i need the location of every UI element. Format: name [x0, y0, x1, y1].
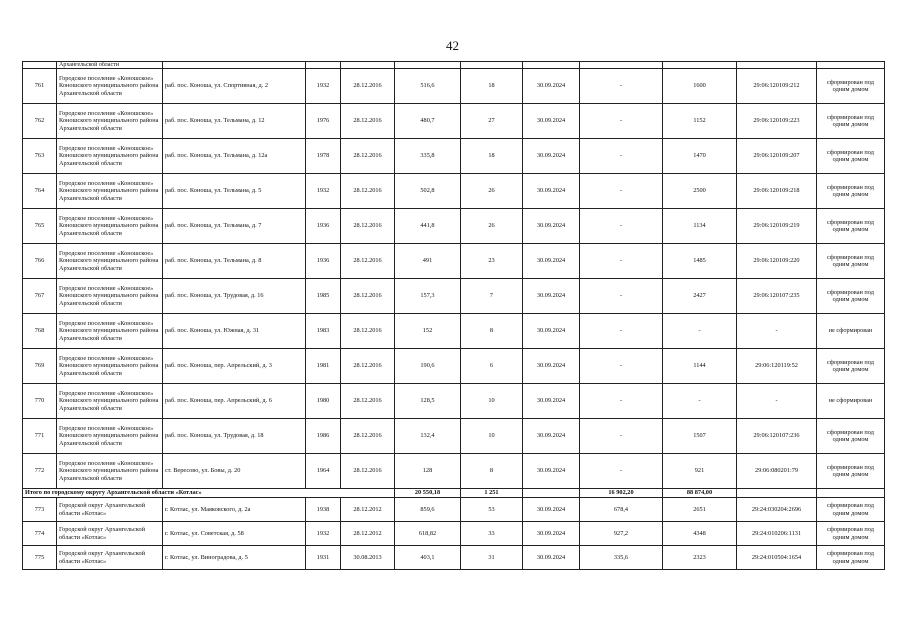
- table-row: [23, 419, 885, 454]
- cell-deadline: 30.09.2024: [523, 209, 580, 244]
- cell-year: 1932: [306, 69, 341, 104]
- cell-date: 28.12.2016: [341, 244, 395, 279]
- cell-land: 1134: [663, 209, 737, 244]
- cell-land: -: [663, 384, 737, 419]
- cell-num: 763: [23, 139, 57, 174]
- cell-cadastral: 29:06:120107:236: [737, 419, 817, 454]
- cell-area2: -: [580, 244, 663, 279]
- cell-cadastral: 29:06:120109:212: [737, 69, 817, 104]
- cell-cadastral: -: [737, 384, 817, 419]
- cell-address: раб. пос. Коноша, ул. Южная, д. 31: [163, 314, 306, 349]
- cell-area: 128: [395, 454, 461, 489]
- cell-area: 480,7: [395, 104, 461, 139]
- cell-num: 766: [23, 244, 57, 279]
- cell-area2: -: [580, 139, 663, 174]
- cell-num: 762: [23, 104, 57, 139]
- cell-land: 1152: [663, 104, 737, 139]
- cell-status: не сформирован: [817, 314, 885, 349]
- cell-residents: 10: [461, 384, 523, 419]
- cell-residents: 26: [461, 209, 523, 244]
- cell-year: 1932: [306, 522, 341, 546]
- cell-municipality: Городское поселение «Коношское» Коношского муниципального района Архангельской области: [57, 69, 163, 104]
- cell-date: 28.12.2012: [341, 522, 395, 546]
- cell-deadline: 30.09.2024: [523, 314, 580, 349]
- total-row: [23, 489, 885, 498]
- cell-address: раб. пос. Коноша, ул. Тельмана, д. 7: [163, 209, 306, 244]
- cell-deadline: 30.09.2024: [523, 174, 580, 209]
- table-row: [23, 498, 885, 522]
- cell-municipality: Городское поселение «Коношское» Коношского муниципального района Архангельской области: [57, 174, 163, 209]
- cell-num: 772: [23, 454, 57, 489]
- cell-year: 1978: [306, 139, 341, 174]
- page-number: 42: [446, 38, 459, 53]
- cell-address: раб. пос. Коноша, ул. Трудовая, д. 18: [163, 419, 306, 454]
- cell-land: 2651: [663, 498, 737, 522]
- housing-register-table: [22, 61, 885, 570]
- cell-status: сформирован под одним домом: [817, 139, 885, 174]
- cell-land: 2500: [663, 174, 737, 209]
- cell-residents: 7: [461, 279, 523, 314]
- cell-deadline: 30.09.2024: [523, 546, 580, 570]
- cell-area: 152: [395, 314, 461, 349]
- cell-num: 764: [23, 174, 57, 209]
- cell-address: г. Котлас, ул. Советская, д. 58: [163, 522, 306, 546]
- total-empty: [737, 489, 817, 498]
- cell-area: 618,82: [395, 522, 461, 546]
- cell-area2: -: [580, 209, 663, 244]
- table-row: [23, 209, 885, 244]
- cell-cadastral: 29:06:080201:79: [737, 454, 817, 489]
- cell-deadline: 30.09.2024: [523, 139, 580, 174]
- cell-land: 2427: [663, 279, 737, 314]
- cell-residents: 33: [461, 522, 523, 546]
- cell-residents: 10: [461, 419, 523, 454]
- cell-cadastral: 29:06:120109:218: [737, 174, 817, 209]
- cell-status: сформирован под одним домом: [817, 69, 885, 104]
- cell-area2: -: [580, 349, 663, 384]
- cell-num: 773: [23, 498, 57, 522]
- table-row: [23, 104, 885, 139]
- cell-cadastral: -: [737, 314, 817, 349]
- total-area: 20 550,18: [395, 489, 461, 498]
- cell-num: 769: [23, 349, 57, 384]
- cell-residents: 31: [461, 546, 523, 570]
- cell-date: 28.12.2016: [341, 104, 395, 139]
- cell-area: 190,6: [395, 349, 461, 384]
- continuation-row: [23, 62, 885, 69]
- cell-address: раб. пос. Коноша, ул. Тельмана, д. 12а: [163, 139, 306, 174]
- cell-deadline: 30.09.2024: [523, 498, 580, 522]
- cell-status: сформирован под одним домом: [817, 209, 885, 244]
- cell-cadastral: 29:06:120107:235: [737, 279, 817, 314]
- cell-residents: 18: [461, 69, 523, 104]
- total-label: Итого по городскому округу Архангельской области «Котлас»: [23, 489, 395, 498]
- table-row: [23, 314, 885, 349]
- cell-status: сформирован под одним домом: [817, 522, 885, 546]
- cell-deadline: 30.09.2024: [523, 279, 580, 314]
- table-row: [23, 279, 885, 314]
- cell-area2: -: [580, 69, 663, 104]
- table-row: [23, 454, 885, 489]
- cell-municipality: Архангельской области: [57, 62, 163, 69]
- cell-year: 1931: [306, 546, 341, 570]
- total-empty: [817, 489, 885, 498]
- cell-address: г. Котлас, ул. Маяковского, д. 2а: [163, 498, 306, 522]
- cell-area: 441,8: [395, 209, 461, 244]
- cell-area: 491: [395, 244, 461, 279]
- cell-address: раб. пос. Коноша, ул. Тельмана, д. 8: [163, 244, 306, 279]
- cell-num: 765: [23, 209, 57, 244]
- total-area2: 16 902,20: [580, 489, 663, 498]
- cell-year: 1986: [306, 419, 341, 454]
- cell-deadline: 30.09.2024: [523, 244, 580, 279]
- cell-land: 1470: [663, 139, 737, 174]
- cell-status: не сформирован: [817, 384, 885, 419]
- cell-cadastral: 29:06:120119:52: [737, 349, 817, 384]
- cell-status: сформирован под одним домом: [817, 279, 885, 314]
- cell-deadline: 30.09.2024: [523, 384, 580, 419]
- cell-cadastral: 29:24:010504:1654: [737, 546, 817, 570]
- cell-land: 2323: [663, 546, 737, 570]
- cell-municipality: Городское поселение «Коношское» Коношского муниципального района Архангельской области: [57, 209, 163, 244]
- cell-date: 28.12.2016: [341, 419, 395, 454]
- cell-residents: 18: [461, 139, 523, 174]
- cell-area2: -: [580, 454, 663, 489]
- cell-area: 157,3: [395, 279, 461, 314]
- cell-municipality: Городское поселение «Коношское» Коношского муниципального района Архангельской области: [57, 139, 163, 174]
- cell-status: сформирован под одним домом: [817, 104, 885, 139]
- cell-land: 921: [663, 454, 737, 489]
- cell-area2: -: [580, 419, 663, 454]
- total-residents: 1 251: [461, 489, 523, 498]
- cell-municipality: Городской округ Архангельской области «Котлас»: [57, 522, 163, 546]
- cell-date: 28.12.2016: [341, 349, 395, 384]
- cell-municipality: Городское поселение «Коношское» Коношского муниципального района Архангельской области: [57, 454, 163, 489]
- total-empty: [523, 489, 580, 498]
- cell-residents: 27: [461, 104, 523, 139]
- cell-area2: 927,2: [580, 522, 663, 546]
- cell-date: 28.12.2016: [341, 279, 395, 314]
- cell-date: 30.08.2013: [341, 546, 395, 570]
- cell-cadastral: 29:06:120109:219: [737, 209, 817, 244]
- cell-num: 761: [23, 69, 57, 104]
- cell-address: раб. пос. Коноша, ул. Тельмана, д. 5: [163, 174, 306, 209]
- cell-area2: -: [580, 314, 663, 349]
- cell-land: 1144: [663, 349, 737, 384]
- cell-area: 403,1: [395, 546, 461, 570]
- cell-date: 28.12.2016: [341, 174, 395, 209]
- cell-deadline: 30.09.2024: [523, 522, 580, 546]
- cell-land: 1485: [663, 244, 737, 279]
- cell-year: 1964: [306, 454, 341, 489]
- cell-status: сформирован под одним домом: [817, 454, 885, 489]
- cell-deadline: 30.09.2024: [523, 419, 580, 454]
- cell-municipality: Городское поселение «Коношское» Коношского муниципального района Архангельской области: [57, 349, 163, 384]
- cell-municipality: Городское поселение «Коношское» Коношского муниципального района Архангельской области: [57, 279, 163, 314]
- table-row: [23, 244, 885, 279]
- cell-date: 28.12.2016: [341, 69, 395, 104]
- cell-area: 516,6: [395, 69, 461, 104]
- cell-num: 770: [23, 384, 57, 419]
- cell-date: 28.12.2016: [341, 209, 395, 244]
- cell-year: 1932: [306, 174, 341, 209]
- cell-address: раб. пос. Коноша, ул. Спортивная, д. 2: [163, 69, 306, 104]
- cell-cadastral: 29:06:120109:223: [737, 104, 817, 139]
- cell-year: 1981: [306, 349, 341, 384]
- table-row: [23, 69, 885, 104]
- cell-address: ст. Вересово, ул. Бовы, д. 20: [163, 454, 306, 489]
- cell-area: 859,6: [395, 498, 461, 522]
- table-row: [23, 139, 885, 174]
- cell-residents: 8: [461, 454, 523, 489]
- cell-year: 1983: [306, 314, 341, 349]
- cell-area: 132,4: [395, 419, 461, 454]
- cell-date: 28.12.2016: [341, 139, 395, 174]
- cell-residents: 23: [461, 244, 523, 279]
- cell-year: 1936: [306, 209, 341, 244]
- cell-status: сформирован под одним домом: [817, 546, 885, 570]
- cell-num: 768: [23, 314, 57, 349]
- cell-residents: 8: [461, 314, 523, 349]
- cell-area2: -: [580, 279, 663, 314]
- cell-date: 28.12.2016: [341, 314, 395, 349]
- cell-municipality: Городской округ Архангельской области «Котлас»: [57, 498, 163, 522]
- cell-address: раб. пос. Коноша, ул. Трудовая, д. 16: [163, 279, 306, 314]
- cell-area2: -: [580, 174, 663, 209]
- cell-address: раб. пос. Коноша, пер. Апрельский, д. 3: [163, 349, 306, 384]
- cell-date: 28.12.2016: [341, 384, 395, 419]
- cell-status: сформирован под одним домом: [817, 174, 885, 209]
- cell-area2: 335,6: [580, 546, 663, 570]
- cell-num: 775: [23, 546, 57, 570]
- table-row: [23, 546, 885, 570]
- cell-municipality: Городское поселение «Коношское» Коношского муниципального района Архангельской области: [57, 419, 163, 454]
- table-row: [23, 522, 885, 546]
- cell-status: сформирован под одним домом: [817, 498, 885, 522]
- cell-deadline: 30.09.2024: [523, 349, 580, 384]
- cell-num: 767: [23, 279, 57, 314]
- cell-year: 1976: [306, 104, 341, 139]
- cell-residents: 53: [461, 498, 523, 522]
- cell-area: 128,5: [395, 384, 461, 419]
- cell-status: сформирован под одним домом: [817, 349, 885, 384]
- cell-address: раб. пос. Коноша, пер. Апрельский, д. 6: [163, 384, 306, 419]
- cell-deadline: 30.09.2024: [523, 104, 580, 139]
- cell-year: 1985: [306, 279, 341, 314]
- cell-area2: 678,4: [580, 498, 663, 522]
- cell-deadline: 30.09.2024: [523, 69, 580, 104]
- cell-cadastral: 29:06:120109:220: [737, 244, 817, 279]
- cell-cadastral: 29:06:120109:207: [737, 139, 817, 174]
- cell-date: 28.12.2012: [341, 498, 395, 522]
- cell-cadastral: 29:24:030204:2696: [737, 498, 817, 522]
- cell-area: 502,8: [395, 174, 461, 209]
- cell-num: [23, 62, 57, 69]
- cell-municipality: Городское поселение «Коношское» Коношского муниципального района Архангельской области: [57, 104, 163, 139]
- table-row: [23, 174, 885, 209]
- cell-year: 1980: [306, 384, 341, 419]
- cell-cadastral: 29:24:010206:1131: [737, 522, 817, 546]
- cell-municipality: Городское поселение «Коношское» Коношского муниципального района Архангельской области: [57, 314, 163, 349]
- total-land: 88 874,00: [663, 489, 737, 498]
- cell-municipality: Городской округ Архангельской области «Котлас»: [57, 546, 163, 570]
- cell-num: 771: [23, 419, 57, 454]
- cell-area2: -: [580, 384, 663, 419]
- cell-status: сформирован под одним домом: [817, 419, 885, 454]
- cell-land: 1600: [663, 69, 737, 104]
- cell-area2: -: [580, 104, 663, 139]
- cell-deadline: 30.09.2024: [523, 454, 580, 489]
- cell-year: 1938: [306, 498, 341, 522]
- cell-residents: 26: [461, 174, 523, 209]
- cell-address: раб. пос. Коноша, ул. Тельмана, д. 12: [163, 104, 306, 139]
- cell-land: 1507: [663, 419, 737, 454]
- cell-address: г. Котлас, ул. Виноградова, д. 5: [163, 546, 306, 570]
- cell-date: 28.12.2016: [341, 454, 395, 489]
- cell-land: 4348: [663, 522, 737, 546]
- table-row: [23, 349, 885, 384]
- table-row: [23, 384, 885, 419]
- cell-status: сформирован под одним домом: [817, 244, 885, 279]
- cell-year: 1936: [306, 244, 341, 279]
- cell-land: -: [663, 314, 737, 349]
- cell-residents: 6: [461, 349, 523, 384]
- cell-municipality: Городское поселение «Коношское» Коношского муниципального района Архангельской области: [57, 244, 163, 279]
- cell-municipality: Городское поселение «Коношское» Коношского муниципального района Архангельской области: [57, 384, 163, 419]
- cell-area: 335,8: [395, 139, 461, 174]
- cell-num: 774: [23, 522, 57, 546]
